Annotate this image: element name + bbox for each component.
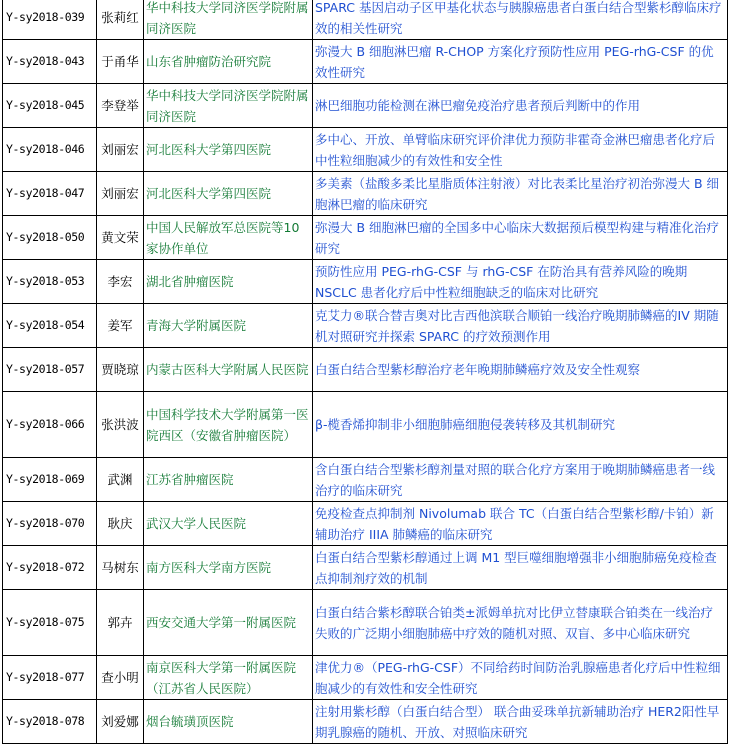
- institution: 武汉大学人民医院: [144, 502, 313, 546]
- table-row: [3, 700, 728, 744]
- table-row: [3, 392, 728, 458]
- institution: 青海大学附属医院: [144, 304, 313, 348]
- institution: 中国人民解放军总医院等10 家协作单位: [144, 216, 313, 260]
- applicant-name: 马树东: [97, 546, 144, 590]
- institution: 中国科学技术大学附属第一医院西区（安徽省肿瘤医院）: [144, 392, 313, 458]
- project-code: Y-sy2018-054: [3, 304, 97, 348]
- project-code: Y-sy2018-072: [3, 546, 97, 590]
- table-row: [3, 40, 728, 84]
- table-row: [3, 172, 728, 216]
- project-code: Y-sy2018-066: [3, 392, 97, 458]
- project-title: 免疫检查点抑制剂 Nivolumab 联合 TC（白蛋白结合型紫杉醇/卡铂）新辅助治疗 IIIA 肺鳞癌的临床研究: [313, 502, 728, 546]
- project-title: 弥漫大 B 细胞淋巴瘤的全国多中心临床大数据预后模型构建与精准化治疗研究: [313, 216, 728, 260]
- project-code: Y-sy2018-039: [3, 0, 97, 40]
- project-code: Y-sy2018-045: [3, 84, 97, 128]
- project-title: 白蛋白结合型紫杉醇通过上调 M1 型巨噬细胞增强非小细胞肺癌免疫检查点抑制剂疗效的机制: [313, 546, 728, 590]
- applicant-name: 武渊: [97, 458, 144, 502]
- applicant-name: 张洪波: [97, 392, 144, 458]
- table-row: [3, 590, 728, 656]
- applicant-name: 李宏: [97, 260, 144, 304]
- applicant-name: 黄文荣: [97, 216, 144, 260]
- project-code: Y-sy2018-077: [3, 656, 97, 700]
- project-code: Y-sy2018-070: [3, 502, 97, 546]
- applicant-name: 刘爱娜: [97, 700, 144, 744]
- project-code: Y-sy2018-047: [3, 172, 97, 216]
- project-title: 津优力®（PEG-rhG-CSF）不同给药时间防治乳腺癌患者化疗后中性粒细胞减少的有效性和安全性研究: [313, 656, 728, 700]
- institution: 内蒙古医科大学附属人民医院: [144, 348, 313, 392]
- applicant-name: 张莉红: [97, 0, 144, 40]
- table-row: [3, 502, 728, 546]
- project-code: Y-sy2018-069: [3, 458, 97, 502]
- table-row: [3, 656, 728, 700]
- applicant-name: 刘丽宏: [97, 172, 144, 216]
- applicant-name: 刘丽宏: [97, 128, 144, 172]
- table-row: [3, 260, 728, 304]
- table-row: [3, 128, 728, 172]
- institution: 华中科技大学同济医学院附属同济医院: [144, 84, 313, 128]
- institution: 江苏省肿瘤医院: [144, 458, 313, 502]
- institution: 湖北省肿瘤医院: [144, 260, 313, 304]
- project-code: Y-sy2018-043: [3, 40, 97, 84]
- project-title: 多中心、开放、单臂临床研究评价津优力预防非霍奇金淋巴瘤患者化疗后中性粒细胞减少的有效性和安全性: [313, 128, 728, 172]
- applicant-name: 查小明: [97, 656, 144, 700]
- project-title: 弥漫大 B 细胞淋巴瘤 R-CHOP 方案化疗预防性应用 PEG-rhG-CSF 的优效性研究: [313, 40, 728, 84]
- project-code: Y-sy2018-053: [3, 260, 97, 304]
- applicant-name: 郭卉: [97, 590, 144, 656]
- project-title: 克艾力®联合替吉奥对比吉西他滨联合顺铂一线治疗晚期肺鳞癌的IV 期随机对照研究并探索 SPARC 的疗效预测作用: [313, 304, 728, 348]
- institution: 华中科技大学同济医学院附属同济医院: [144, 0, 313, 40]
- table-row: [3, 84, 728, 128]
- project-title: β-榄香烯抑制非小细胞肺癌细胞侵袭转移及其机制研究: [313, 392, 728, 458]
- project-code: Y-sy2018-050: [3, 216, 97, 260]
- institution: 河北医科大学第四医院: [144, 172, 313, 216]
- project-code: Y-sy2018-046: [3, 128, 97, 172]
- applicant-name: 李登举: [97, 84, 144, 128]
- applicant-name: 姜军: [97, 304, 144, 348]
- project-title: 白蛋白结合型紫杉醇治疗老年晚期肺鳞癌疗效及安全性观察: [313, 348, 728, 392]
- project-title: 多美素（盐酸多柔比星脂质体注射液）对比表柔比星治疗初治弥漫大 B 细胞淋巴瘤的临床研究: [313, 172, 728, 216]
- project-title: 注射用紫杉醇（白蛋白结合型） 联合曲妥珠单抗新辅助治疗 HER2阳性早期乳腺癌的随机、开放、对照临床研究: [313, 700, 728, 744]
- institution: 烟台毓璜顶医院: [144, 700, 313, 744]
- institution: 山东省肿瘤防治研究院: [144, 40, 313, 84]
- project-code: Y-sy2018-078: [3, 700, 97, 744]
- project-code: Y-sy2018-057: [3, 348, 97, 392]
- applicant-name: 贾晓琼: [97, 348, 144, 392]
- project-title: 淋巴细胞功能检测在淋巴瘤免疫治疗患者预后判断中的作用: [313, 84, 728, 128]
- applicant-name: 耿庆: [97, 502, 144, 546]
- table-row: [3, 458, 728, 502]
- table-row: [3, 348, 728, 392]
- project-title: SPARC 基因启动子区甲基化状态与胰腺癌患者白蛋白结合型紫杉醇临床疗效的相关性研究: [313, 0, 728, 40]
- project-title: 含白蛋白结合型紫杉醇剂量对照的联合化疗方案用于晚期肺鳞癌患者一线治疗的临床研究: [313, 458, 728, 502]
- table-row: [3, 304, 728, 348]
- table-row: [3, 216, 728, 260]
- institution: 西安交通大学第一附属医院: [144, 590, 313, 656]
- project-table: [2, 0, 728, 744]
- table-row: [3, 0, 728, 40]
- applicant-name: 于甬华: [97, 40, 144, 84]
- project-code: Y-sy2018-075: [3, 590, 97, 656]
- table-row: [3, 546, 728, 590]
- institution: 南方医科大学南方医院: [144, 546, 313, 590]
- table-body: [3, 0, 728, 744]
- institution: 南京医科大学第一附属医院（江苏省人民医院）: [144, 656, 313, 700]
- institution: 河北医科大学第四医院: [144, 128, 313, 172]
- project-title: 白蛋白结合紫杉醇联合铂类±派姆单抗对比伊立替康联合铂类在一线治疗失败的广泛期小细胞肺癌中疗效的随机对照、双盲、多中心临床研究: [313, 590, 728, 656]
- project-title: 预防性应用 PEG-rhG-CSF 与 rhG-CSF 在防治具有营养风险的晚期NSCLC 患者化疗后中性粒细胞缺乏的临床对比研究: [313, 260, 728, 304]
